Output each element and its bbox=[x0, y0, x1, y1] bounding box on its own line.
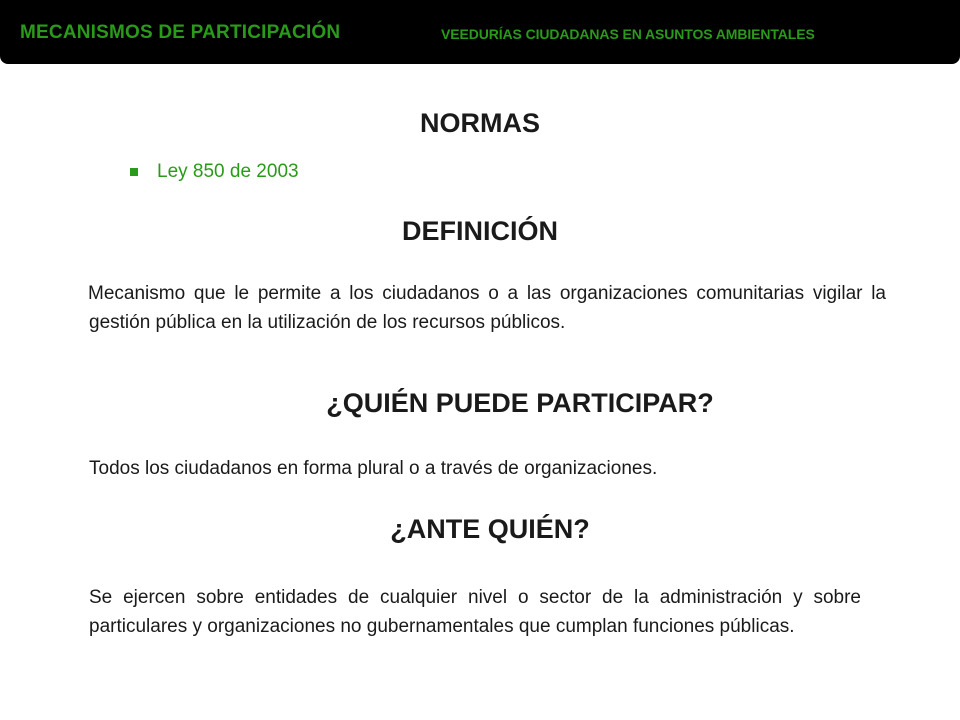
square-bullet-icon bbox=[130, 168, 138, 176]
ante-quien-paragraph: Se ejercen sobre entidades de cualquier nivel o sector de la administración y sobre particulares y organizaciones no gubernamentales que cumplan funciones públicas. bbox=[89, 587, 861, 637]
ante-quien-heading: ¿ANTE QUIÉN? bbox=[390, 514, 590, 544]
quien-puede-paragraph: Todos los ciudadanos en forma plural o a través de organizaciones. bbox=[89, 458, 658, 479]
definicion-heading: DEFINICIÓN bbox=[401, 216, 558, 246]
normas-list-item bbox=[130, 161, 299, 183]
quien-puede-heading: ¿QUIÉN PUEDE PARTICIPAR? bbox=[326, 388, 714, 418]
header-bar bbox=[0, 0, 960, 64]
header-subtitle: VEEDURÍAS CIUDADANAS EN ASUNTOS AMBIENTALES bbox=[441, 26, 815, 42]
normas-heading: NORMAS bbox=[420, 108, 540, 138]
normas-item-label: Ley 850 de 2003 bbox=[157, 161, 299, 182]
header-title: MECANISMOS DE PARTICIPACIÓN bbox=[20, 22, 341, 43]
definicion-paragraph: Mecanismo que le permite a los ciudadanos o a las organizaciones comunitarias vigilar la gestión pública en la utilización de los recursos públicos. bbox=[88, 283, 886, 333]
